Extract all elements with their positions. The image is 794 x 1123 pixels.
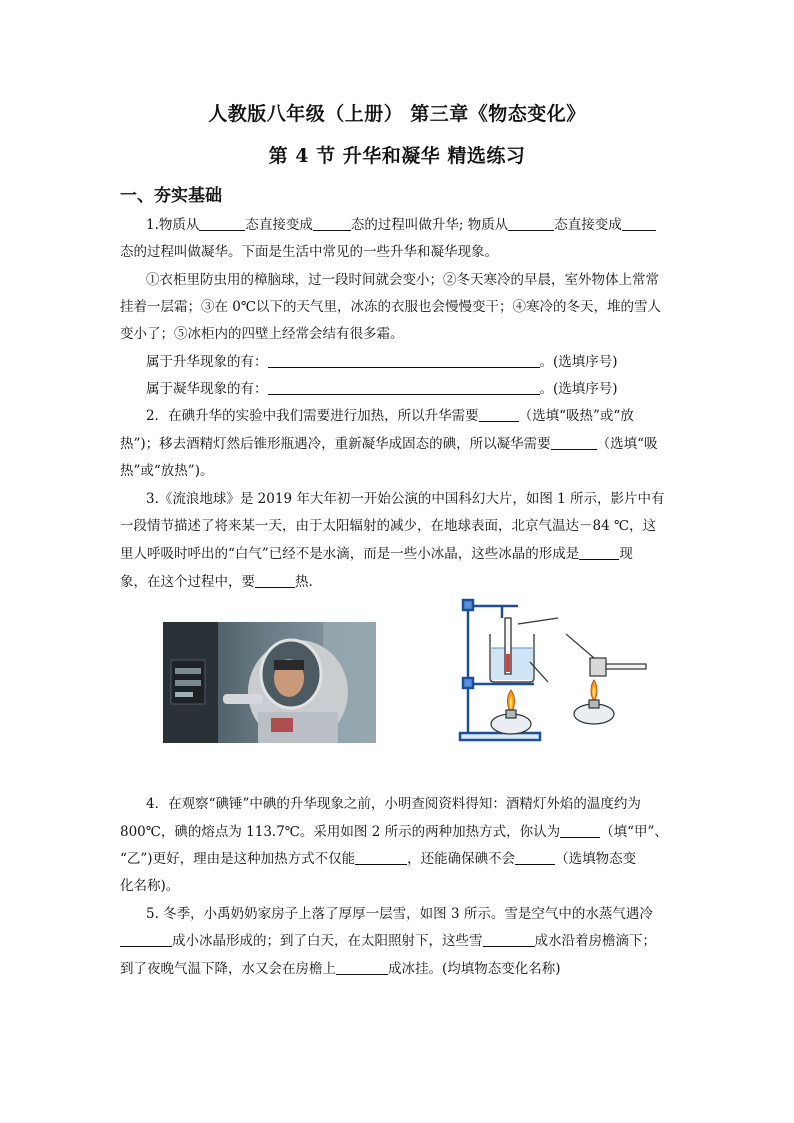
q1-line-5: 变小了；⑤冰柜内的四壁上经常会结有很多霜。 [120,326,404,342]
q3-line-1: 3.《流浪地球》是 2019 年大年初一开始公演的中国科幻大片，如图 1 所示，影片中有 [146,491,665,507]
answer-blank[interactable] [268,353,540,368]
answer-blank[interactable] [508,216,554,231]
q1-line-7: 属于凝华现象的有： 。(选填序号) [146,381,618,397]
q3-line-4: 象，在这个过程中，要 热. [120,574,313,590]
answer-blank[interactable] [255,573,295,588]
flame-icon [591,680,597,702]
q1-line-4: 挂着一层霜；③在 0℃以下的天气里，冰冻的衣服也会慢慢变干；④寒冷的冬天，堆的雪人 [120,299,661,315]
answer-blank[interactable] [479,407,519,422]
figure-2-diagram [454,596,669,766]
q1-line-6: 属于升华现象的有： 。(选填序号) [146,354,618,370]
answer-blank[interactable] [515,850,555,865]
iodine-hammer-alone [566,634,646,676]
answer-blank[interactable] [483,932,535,947]
answer-blank[interactable] [355,850,407,865]
q4-line-3: “乙”)更好，理由是这种加热方式不仅能 ，还能确保碘不会 （选填物态变 [120,851,637,867]
alcohol-lamp [491,710,531,734]
answer-blank[interactable] [560,823,600,838]
q1-line-1: 1.物质从 态直接变成 态的过程叫做升华; 物质从 态直接变成 [146,215,680,235]
q4-line-4: 化名称)。 [120,878,180,894]
q5-line-3: 到了夜晚气温下降，水又会在房檐上 成冰挂。(均填物态变化名称) [120,961,561,977]
q2-line-2: 热”)；移去酒精灯然后锥形瓶遇冷，重新凝华成固态的碘，所以凝华需要 （选填“吸 [120,436,658,452]
q1-line-2: 态的过程叫做凝华。下面是生活中常见的一些升华和凝华现象。 [120,244,498,260]
q2-line-1: 2．在碘升华的实验中我们需要进行加热，所以升华需要 （选填“吸热”或“放 [146,408,634,424]
q1-line-3: ①衣柜里防虫用的樟脑球，过一段时间就会变小；②冬天寒冷的早晨，室外物体上常常 [146,272,659,288]
q4-line-1: 4．在观察“碘锤”中碘的升华现象之前，小明查阅资料得知：酒精灯外焰的温度约为 [146,796,641,812]
answer-blank[interactable] [120,932,172,947]
answer-blank[interactable] [551,435,597,450]
q4-line-2: 800℃，碘的熔点为 113.7℃。采用如图 2 所示的两种加热方式，你认为 （填“甲”、 [120,824,668,840]
q5-line-2: 成小冰晶形成的；到了白天，在太阳照射下，这些雪 成水沿着房檐滴下； [120,931,680,951]
doc-subtitle: 第 4 节 升华和凝华 精选练习 [268,145,526,167]
alcohol-lamp [574,700,614,724]
stand-base [460,733,540,740]
figure-1-photo [163,622,376,743]
q5-line-1: 5. 冬季，小禹奶奶家房子上落了厚厚一层雪，如图 3 所示。雪是空气中的水蒸气遇冷 [146,906,653,922]
q2-line-3: 热”或“放热”)。 [120,463,214,479]
doc-title: 人教版八年级（上册） 第三章《物态变化》 [208,103,586,125]
section-heading: 一、夯实基础 [120,186,222,206]
q3-line-3: 里人呼吸时呼出的“白气”已经不是水滴，而是一些小冰晶，这些冰晶的形成是 现 [120,546,633,562]
q3-line-2: 一段情节描述了将来某一天，由于太阳辐射的减少，在地球表面，北京气温达－84 ℃，这 [120,518,657,534]
answer-blank[interactable] [268,380,540,395]
answer-blank[interactable] [336,960,388,975]
answer-blank[interactable] [579,545,619,560]
answer-blank[interactable] [199,216,245,231]
answer-blank[interactable] [622,216,656,231]
astronaut-photo-icon [163,622,376,743]
answer-blank[interactable] [313,216,351,231]
